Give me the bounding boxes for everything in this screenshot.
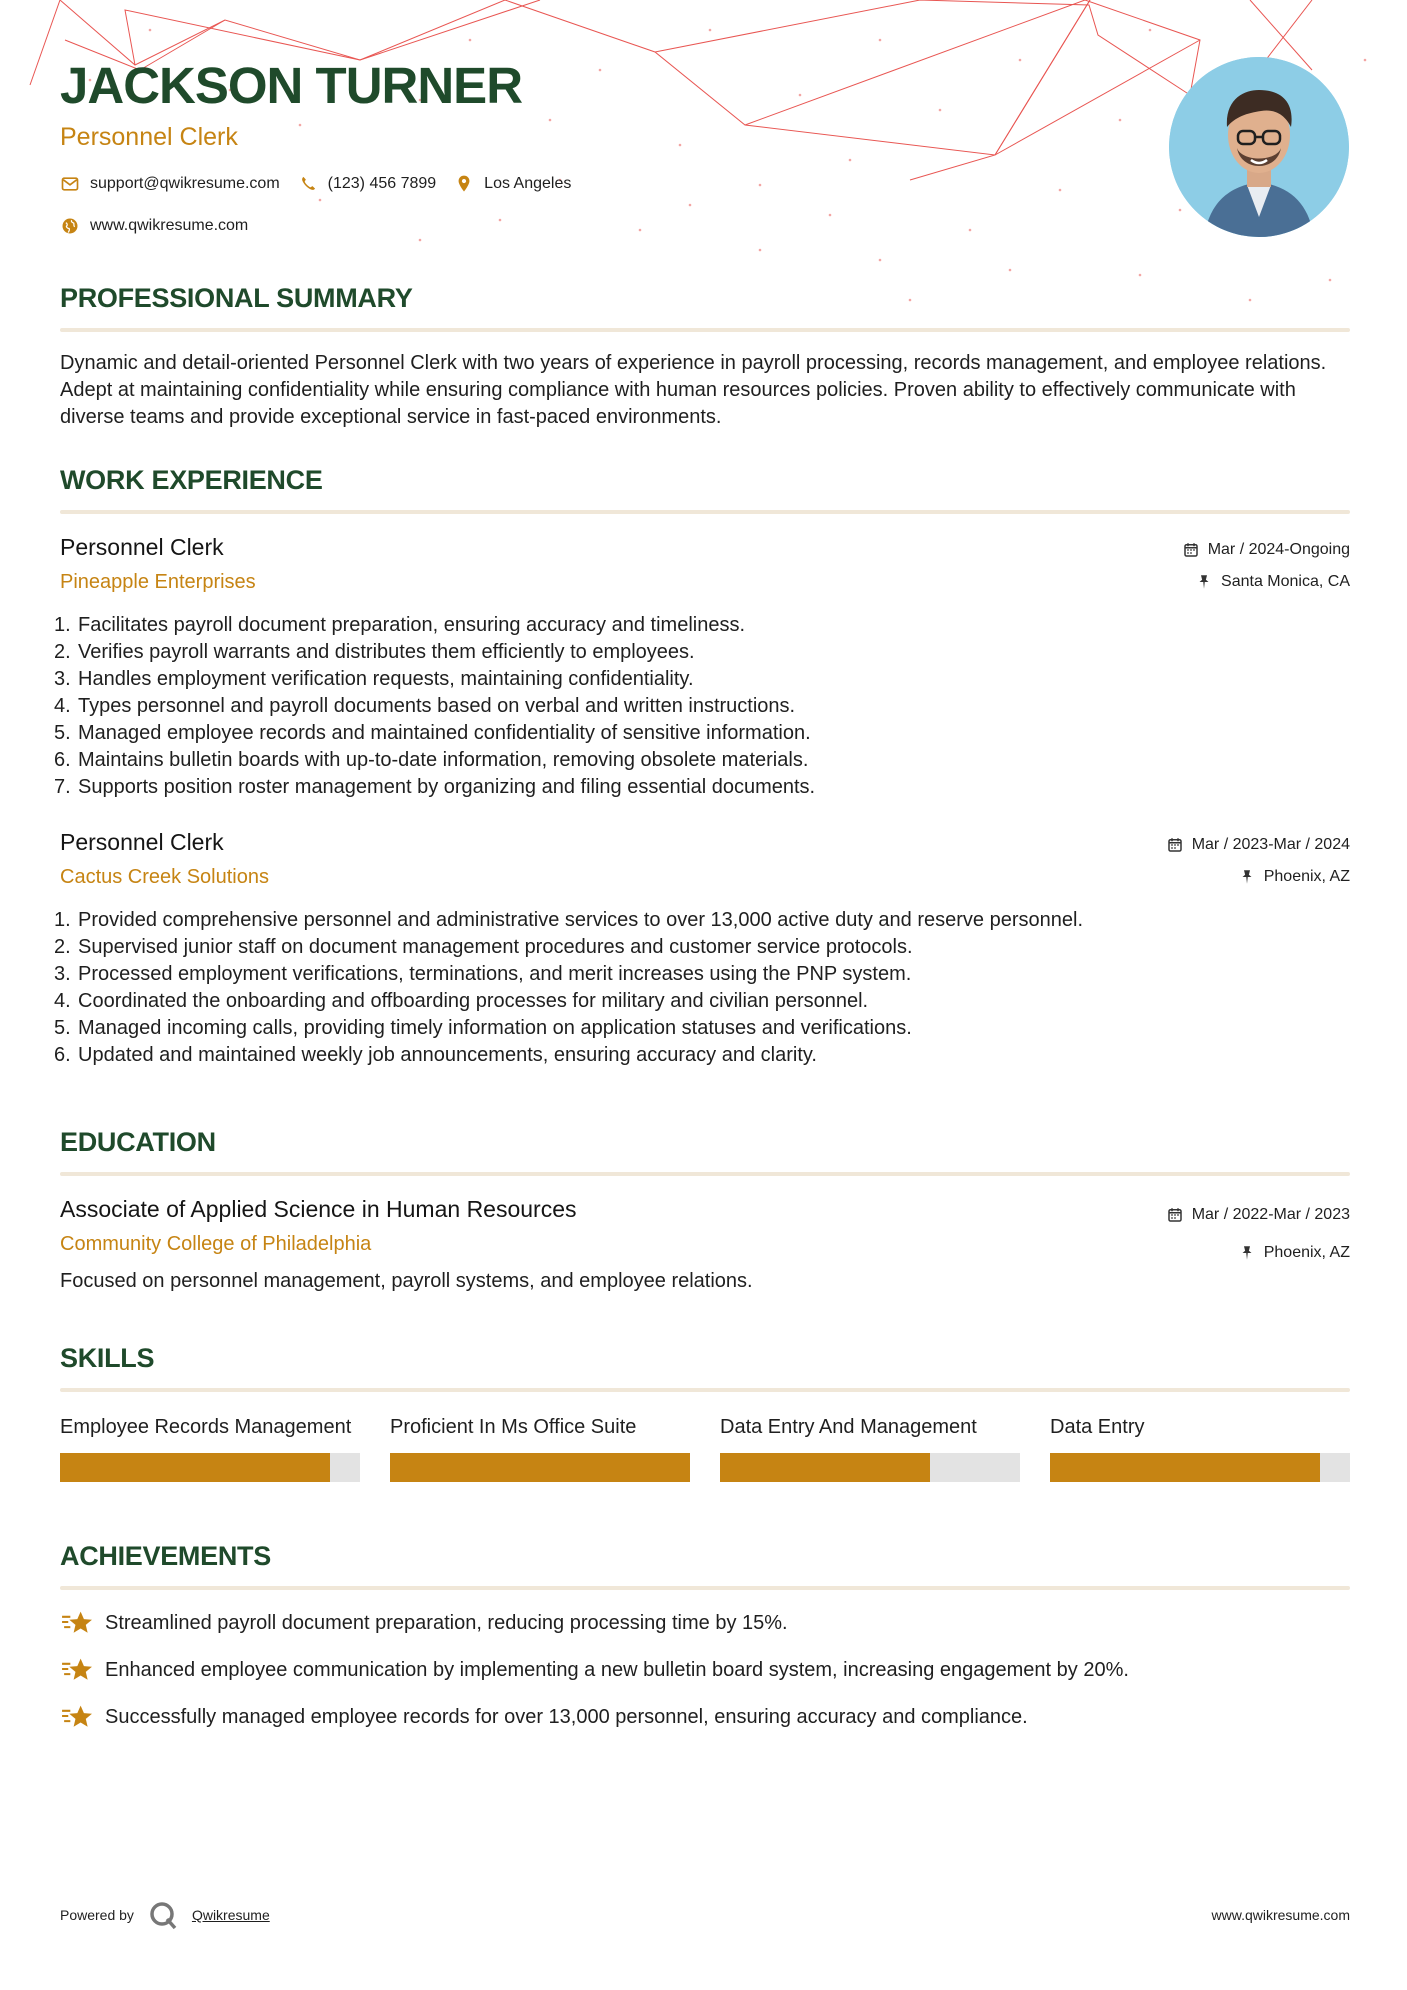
skill-bar-track xyxy=(60,1453,360,1482)
section-education xyxy=(60,1127,1350,1295)
skill-bar-track xyxy=(390,1453,690,1482)
section-title-education: EDUCATION xyxy=(60,1127,216,1157)
powered-by-label: Powered by xyxy=(60,1907,134,1923)
achievement-item xyxy=(60,1655,1350,1685)
contact-row-secondary xyxy=(60,216,1350,236)
phone-icon xyxy=(298,174,318,194)
section-skills xyxy=(60,1343,1350,1482)
section-title-achievements: ACHIEVEMENTS xyxy=(60,1541,271,1571)
list-item: 5. Managed employee records and maintained confidentiality of sensitive information. xyxy=(54,722,811,744)
education-date-line xyxy=(1166,1196,1350,1234)
achievement-text: Successfully managed employee records for over 13,000 personnel, ensuring accuracy and compliance. xyxy=(105,1705,1028,1728)
pushpin-icon xyxy=(1238,868,1256,886)
skill-item xyxy=(1050,1414,1350,1482)
list-item: 6. Maintains bulletin boards with up-to-date information, removing obsolete materials. xyxy=(54,749,809,771)
avatar xyxy=(1169,57,1349,237)
job-entry xyxy=(54,534,1350,801)
section-divider xyxy=(60,1388,1350,1392)
skill-name: Data Entry And Management xyxy=(720,1416,977,1438)
job-meta xyxy=(1182,534,1350,598)
footer xyxy=(60,1900,1350,1930)
job-date-line xyxy=(1182,534,1350,566)
star-icon xyxy=(60,1702,93,1732)
list-item: 1. Provided comprehensive personnel and administrative services to over 13,000 active duty and reserve personnel. xyxy=(54,909,1083,931)
education-entry xyxy=(60,1196,1350,1295)
pushpin-icon xyxy=(1238,1244,1256,1262)
achievement-text: Enhanced employee communication by implementing a new bulletin board system, increasing engagement by 20%. xyxy=(105,1658,1129,1681)
degree-title: Associate of Applied Science in Human Resources xyxy=(60,1196,577,1222)
email-text: support@qwikresume.com xyxy=(90,175,280,192)
skill-name: Proficient In Ms Office Suite xyxy=(390,1416,637,1438)
job-bullets xyxy=(54,907,1350,1069)
contact-email[interactable] xyxy=(60,174,280,194)
skill-bar-fill xyxy=(720,1453,930,1482)
section-title-skills: SKILLS xyxy=(60,1343,155,1373)
contact-row-primary xyxy=(60,174,1350,194)
star-icon xyxy=(60,1655,93,1685)
job-date-line xyxy=(1166,829,1350,861)
education-location: Phoenix, AZ xyxy=(1263,1244,1350,1261)
achievement-item xyxy=(60,1608,1350,1638)
job-location-line xyxy=(1182,566,1350,598)
globe-icon xyxy=(60,216,80,236)
contact-phone[interactable] xyxy=(298,174,437,194)
skill-bar-track xyxy=(1050,1453,1350,1482)
section-achievements xyxy=(60,1541,1350,1749)
section-divider xyxy=(60,510,1350,514)
contact-location xyxy=(454,174,571,194)
section-divider xyxy=(60,1586,1350,1590)
pushpin-icon xyxy=(1195,573,1213,591)
education-date: Mar / 2022-Mar / 2023 xyxy=(1191,1206,1350,1223)
list-item: 5. Managed incoming calls, providing timely information on application statuses and verifications. xyxy=(54,1017,912,1039)
section-work-experience xyxy=(54,465,1350,1069)
job-bullets xyxy=(54,612,1350,801)
skill-item xyxy=(60,1414,360,1482)
skills-grid xyxy=(60,1414,1350,1482)
skill-bar-track xyxy=(720,1453,1020,1482)
calendar-icon xyxy=(1166,1206,1184,1224)
skill-bar-fill xyxy=(390,1453,690,1482)
section-divider xyxy=(60,1172,1350,1176)
list-item: 4. Coordinated the onboarding and offboarding processes for military and civilian personnel. xyxy=(54,990,869,1012)
list-item: 7. Supports position roster management by organizing and filing essential documents. xyxy=(54,776,816,798)
list-item: 3. Processed employment verifications, terminations, and merit increases using the PNP system. xyxy=(54,963,912,985)
location-text: Los Angeles xyxy=(484,175,572,192)
job-location-line xyxy=(1166,861,1350,893)
qwikresume-logo-icon xyxy=(148,1900,178,1930)
calendar-icon xyxy=(1166,836,1184,854)
education-description: Focused on personnel management, payroll systems, and employee relations. xyxy=(60,1270,753,1292)
summary-text: Dynamic and detail-oriented Personnel Clerk with two years of experience in payroll processing, records management, and employee relations. Adept at maintaining confidentiality while ensuring compliance with human resources policies. Proven ability to effectively communicate with diverse teams and provide exceptional service in fast-paced environments. xyxy=(60,352,1327,428)
job-company: Cactus Creek Solutions xyxy=(60,866,269,888)
footer-left xyxy=(60,1900,270,1930)
skill-item xyxy=(390,1414,690,1482)
star-icon xyxy=(60,1608,93,1638)
skill-name: Employee Records Management xyxy=(60,1416,352,1438)
job-date: Mar / 2023-Mar / 2024 xyxy=(1191,836,1350,853)
footer-url[interactable]: www.qwikresume.com xyxy=(1211,1907,1350,1923)
education-meta xyxy=(1166,1196,1350,1272)
job-location: Phoenix, AZ xyxy=(1263,868,1350,885)
job-company: Pineapple Enterprises xyxy=(60,571,256,593)
job-location: Santa Monica, CA xyxy=(1221,573,1350,590)
contact-website[interactable] xyxy=(60,216,248,236)
resume-header xyxy=(60,57,1350,236)
achievement-item xyxy=(60,1702,1350,1732)
list-item: 6. Updated and maintained weekly job announcements, ensuring accuracy and clarity. xyxy=(54,1044,817,1066)
job-title: Personnel Clerk xyxy=(60,534,224,560)
map-pin-icon xyxy=(454,174,474,194)
job-meta xyxy=(1166,829,1350,893)
website-text: www.qwikresume.com xyxy=(90,217,249,234)
skill-item xyxy=(720,1414,1020,1482)
phone-text: (123) 456 7899 xyxy=(327,175,437,192)
job-entry xyxy=(54,829,1350,1069)
section-professional-summary xyxy=(60,283,1350,431)
school-name: Community College of Philadelphia xyxy=(60,1233,372,1255)
achievement-text: Streamlined payroll document preparation, reducing processing time by 15%. xyxy=(105,1611,788,1634)
job-title: Personnel Clerk xyxy=(60,829,224,855)
calendar-icon xyxy=(1182,541,1200,559)
profile-photo xyxy=(1169,57,1349,237)
skill-bar-fill xyxy=(60,1453,330,1482)
candidate-role: Personnel Clerk xyxy=(60,123,238,151)
section-divider xyxy=(60,328,1350,332)
list-item: 2. Verifies payroll warrants and distributes them efficiently to employees. xyxy=(54,641,695,663)
section-title-summary: PROFESSIONAL SUMMARY xyxy=(60,283,413,313)
list-item: 3. Handles employment verification requests, maintaining confidentiality. xyxy=(54,668,694,690)
list-item: 1. Facilitates payroll document preparation, ensuring accuracy and timeliness. xyxy=(54,614,746,636)
list-item: 2. Supervised junior staff on document management procedures and customer service protocols. xyxy=(54,936,913,958)
skill-name: Data Entry xyxy=(1050,1416,1145,1438)
qwikresume-link[interactable]: Qwikresume xyxy=(191,1907,270,1923)
section-title-experience: WORK EXPERIENCE xyxy=(60,465,323,495)
envelope-icon xyxy=(60,174,80,194)
candidate-name: JACKSON TURNER xyxy=(60,57,523,114)
education-location-line xyxy=(1166,1234,1350,1272)
skill-bar-fill xyxy=(1050,1453,1320,1482)
job-date: Mar / 2024-Ongoing xyxy=(1207,541,1350,558)
list-item: 4. Types personnel and payroll documents based on verbal and written instructions. xyxy=(54,695,796,717)
achievements-list xyxy=(60,1608,1350,1732)
